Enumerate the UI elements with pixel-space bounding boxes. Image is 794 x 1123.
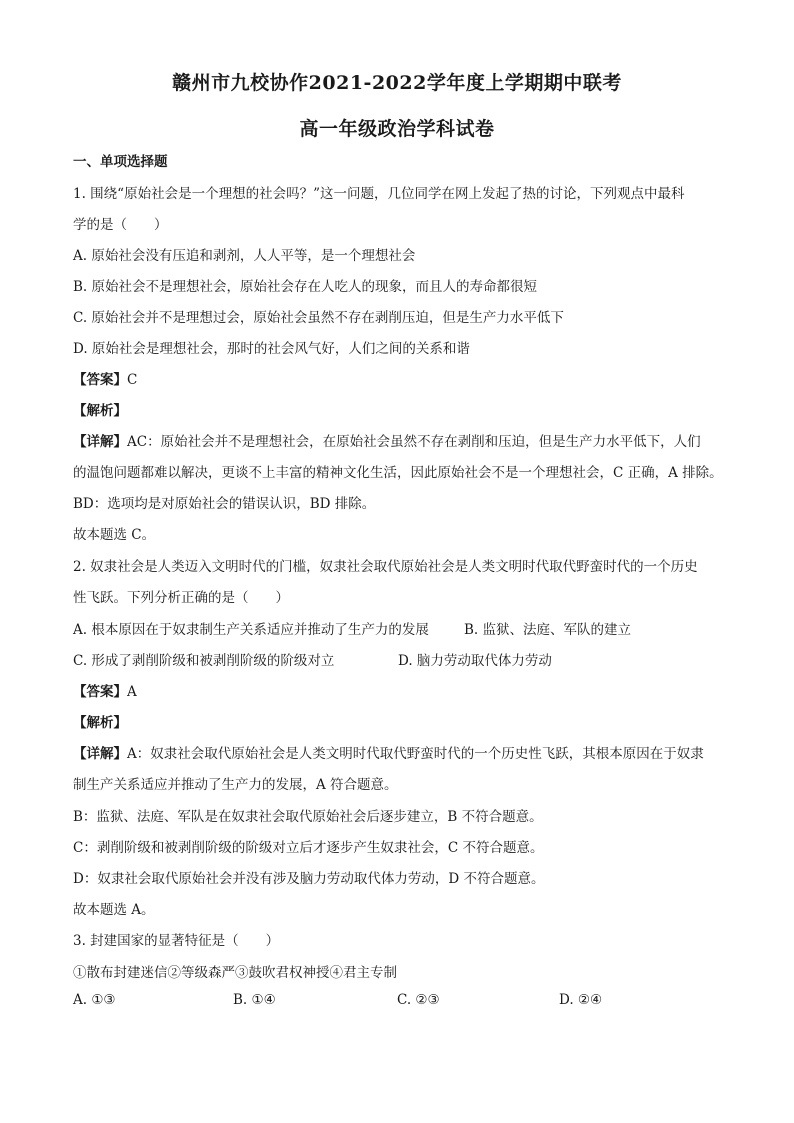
q1-stem-line1: 1. 围绕“原始社会是一个理想的社会吗？”这一问题，几位同学在网上发起了热的讨论，下列观点中最科: [73, 186, 685, 202]
q1-option-c: C. 原始社会并不是理想过会，原始社会虽然不存在剥削压迫，但是生产力水平低下: [73, 310, 564, 326]
q3-option-d: D. ②④: [559, 992, 603, 1008]
q1-option-a: A. 原始社会没有压追和剥剂，人人平等，是一个理想社会: [73, 248, 416, 264]
exam-subtitle: 高一年级政治学科试卷: [299, 118, 495, 140]
detail-text: A：奴隶社会取代原始社会是人类文明时代取代野蛮时代的一个历史性飞跃，其根本原因在于奴隶: [127, 746, 704, 762]
q2-option-b: B. 监狱、法庭、军队的建立: [464, 622, 632, 638]
detail-tag: 【详解】: [73, 434, 127, 450]
q2-detail-line4: C：剥削阶级和被剥削阶级的阶级对立后才逐步产生奴隶社会，C 不符合题意。: [73, 840, 544, 856]
q3-stem: 3. 封建国家的显著特征是（ ）: [73, 933, 280, 949]
section-heading: 一、单项选择题: [73, 154, 168, 170]
q2-analysis-tag: 【解析】: [73, 715, 127, 731]
q3-option-b: B. ①④: [233, 992, 276, 1008]
answer-value: A: [127, 684, 137, 700]
q2-conclusion: 故本题选 A。: [73, 902, 155, 918]
detail-tag: 【详解】: [73, 746, 127, 762]
q2-option-d: D. 脑力劳动取代体力劳动: [398, 653, 552, 669]
q2-detail-line5: D：奴隶社会取代原始社会并没有涉及脑力劳动取代体力劳动，D 不符合题意。: [73, 871, 545, 887]
q2-detail-line3: B：监狱、法庭、军队是在奴隶社会取代原始社会后逐步建立，B 不符合题意。: [73, 809, 543, 825]
q2-detail-line2: 制生产关系适应并推动了生产力的发展，A 符合题意。: [73, 777, 398, 793]
q1-detail-line3: BD：选项均是对原始社会的错误认识，BD 排除。: [73, 496, 376, 512]
q3-items: ①散布封建迷信②等级森严③鼓吹君权神授④君主专制: [73, 965, 397, 981]
exam-title: 赣州市九校协作2021-2022学年度上学期期中联考: [172, 72, 622, 94]
q1-stem-line2: 学的是（ ）: [73, 217, 168, 233]
answer-value: C: [127, 372, 138, 388]
q2-answer: [73, 680, 137, 700]
q1-option-d: D. 原始社会是理想社会，那时的社会风气好，人们之间的关系和谐: [73, 341, 470, 357]
q1-option-b: B. 原始社会不是理想社会，原始社会存在人吃人的现象，而且人的寿命都很短: [73, 279, 538, 295]
q3-option-a: A. ①③: [73, 992, 116, 1008]
q2-option-c: C. 形成了剥削阶级和被剥削阶级的阶级对立: [73, 653, 335, 669]
q1-conclusion: 故本题选 C。: [73, 527, 156, 543]
detail-text: AC：原始社会并不是理想社会，在原始社会虽然不存在剥削和压迫，但是生产力水平低下，人们: [127, 434, 701, 450]
q1-answer: [73, 368, 137, 388]
q2-detail-line1: [73, 742, 704, 762]
q1-analysis-tag: 【解析】: [73, 403, 127, 419]
q3-option-c: C. ②③: [397, 992, 440, 1008]
q1-detail-line1: [73, 430, 701, 450]
q2-stem-line1: 2. 奴隶社会是人类迈入文明时代的门槛，奴隶社会取代原始社会是人类文明时代取代野蛮时代的一个历史: [73, 559, 698, 575]
q1-detail-line2: 的温饱问题都难以解决，更谈不上丰富的精神文化生活，因此原始社会不是一个理想社会，C 正确，A 排除。: [73, 465, 723, 481]
q2-stem-line2: 性飞跃。下列分析正确的是（ ）: [73, 590, 289, 606]
answer-tag: 【答案】: [73, 684, 127, 700]
q2-option-a: A. 根本原因在于奴隶制生产关系适应并推动了生产力的发展: [73, 622, 429, 638]
answer-tag: 【答案】: [73, 372, 127, 388]
